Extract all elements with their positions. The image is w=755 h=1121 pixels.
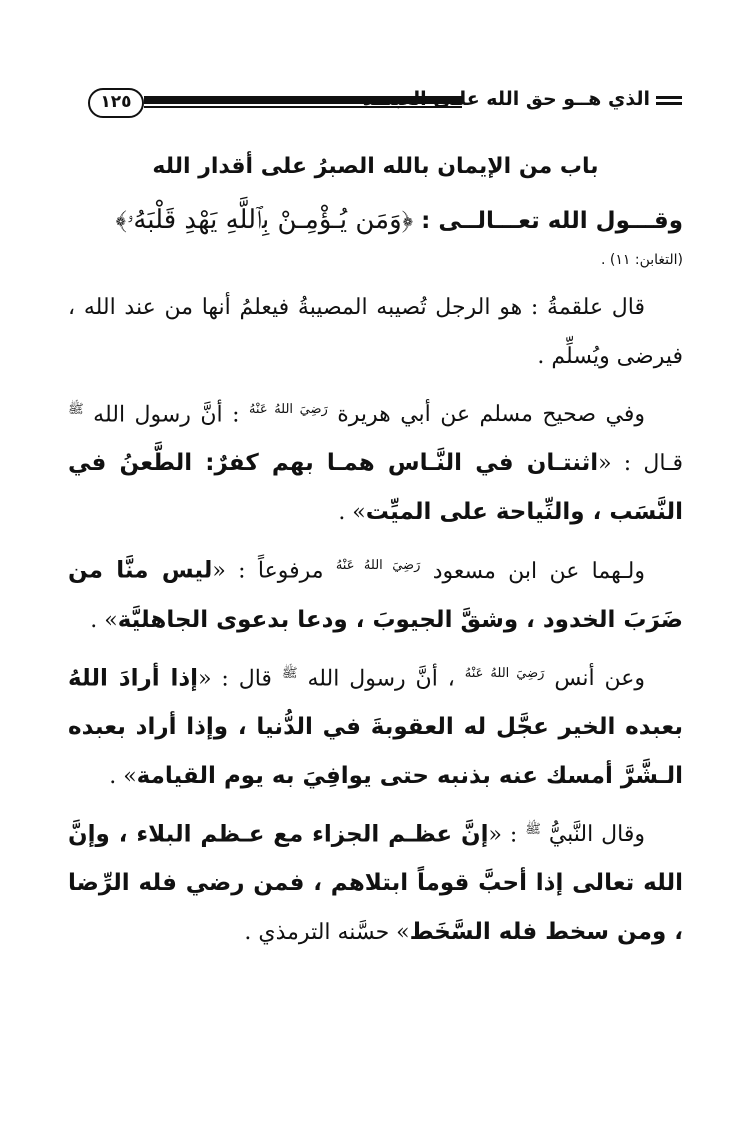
- p4-mid: ، أنَّ رسول الله: [307, 665, 455, 691]
- p3-intro: ولـهما عن ابن مسعود: [432, 558, 645, 584]
- p3-mid: مرفوعاً : «: [212, 558, 324, 584]
- honorific-radiya: رَضِيَ اللهُ عَنْهُ: [335, 558, 421, 574]
- quran-verse: ﴿وَمَن يُـؤْمِـنْ بِٱللَّهِ يَهْدِ قَلْبَهُۥ﴾: [115, 205, 414, 235]
- alqama-text: قال علقمةُ : هو الرجل تُصيبه المصيبةُ فيعلمُ أنها من عند الله ، فيرضى ويُسلِّم .: [68, 295, 683, 369]
- p2-said: قـال : «: [598, 451, 683, 477]
- page-header: [88, 86, 682, 126]
- p4-intro: وعن أنس: [554, 665, 646, 691]
- running-title: الذي هــو حق الله علـى العبيــد: [362, 88, 650, 110]
- honorific-salla: ﷺ: [281, 665, 298, 681]
- verse-reference: (التغابن: ١١) .: [600, 252, 683, 268]
- verse-lead: وقـــول الله تعـــالــى :: [421, 208, 683, 234]
- p2-intro: وفي صحيح مسلم عن أبي هريرة: [337, 402, 645, 428]
- p5-end: » حسَّنه الترمذي .: [244, 920, 410, 946]
- paragraph-abu-hurayra: [68, 385, 683, 537]
- paragraph-ibn-masud: [68, 541, 683, 644]
- honorific-radiya: رَضِيَ اللهُ عَنْهُ: [248, 402, 328, 417]
- p4-end: » .: [109, 763, 137, 789]
- paragraph-anas: [68, 649, 683, 801]
- page-number: ١٢٥: [88, 88, 144, 118]
- p2-end: » .: [338, 500, 366, 526]
- p4-said: قال : «: [198, 665, 272, 691]
- verse-line: [68, 198, 683, 243]
- paragraph-prophet: [68, 805, 683, 957]
- p2-hadith: اثنتـان في النَّـاس همـا بهم كفرٌ: الطَّعنُ في النَّسَب ، والنِّياحة على الميِّت: [68, 450, 683, 526]
- honorific-salla: ﷺ: [68, 402, 84, 417]
- paragraph-alqama: [68, 283, 683, 381]
- chapter-title: باب من الإيمان بالله الصبرُ على أقدار الله: [152, 154, 599, 179]
- page-content: [68, 150, 683, 961]
- p3-end: » .: [90, 607, 118, 633]
- honorific-radiya: رَضِيَ اللهُ عَنْهُ: [464, 665, 545, 681]
- header-ornament: [656, 96, 682, 108]
- p5-said: : «: [488, 822, 518, 848]
- p5-hadith: إنَّ عظـم الجزاء مع عـظم البلاء ، وإنَّ الله تعالى إذا أحبَّ قوماً ابتلاهم ، فمن رضي فله الرِّضا ، ومن سخط فله السَّخَط: [68, 821, 683, 946]
- p5-intro: وقال النَّبيُّ: [548, 822, 645, 848]
- honorific-salla: ﷺ: [525, 821, 541, 837]
- p2-mid: : أنَّ رسول الله: [93, 402, 240, 428]
- p3-hadith: ليس منَّا من ضَرَبَ الخدود ، وشقَّ الجيوبَ ، ودعا بدعوى الجاهليَّة: [68, 557, 683, 633]
- p4-hadith: إذا أرادَ اللهُ بعبده الخير عجَّل له العقوبةَ في الدُّنيا ، وإذا أراد بعبده الـشَّرَّ أمسك عنه بذنبه حتى يوافِيَ به يوم القيامة: [68, 664, 683, 789]
